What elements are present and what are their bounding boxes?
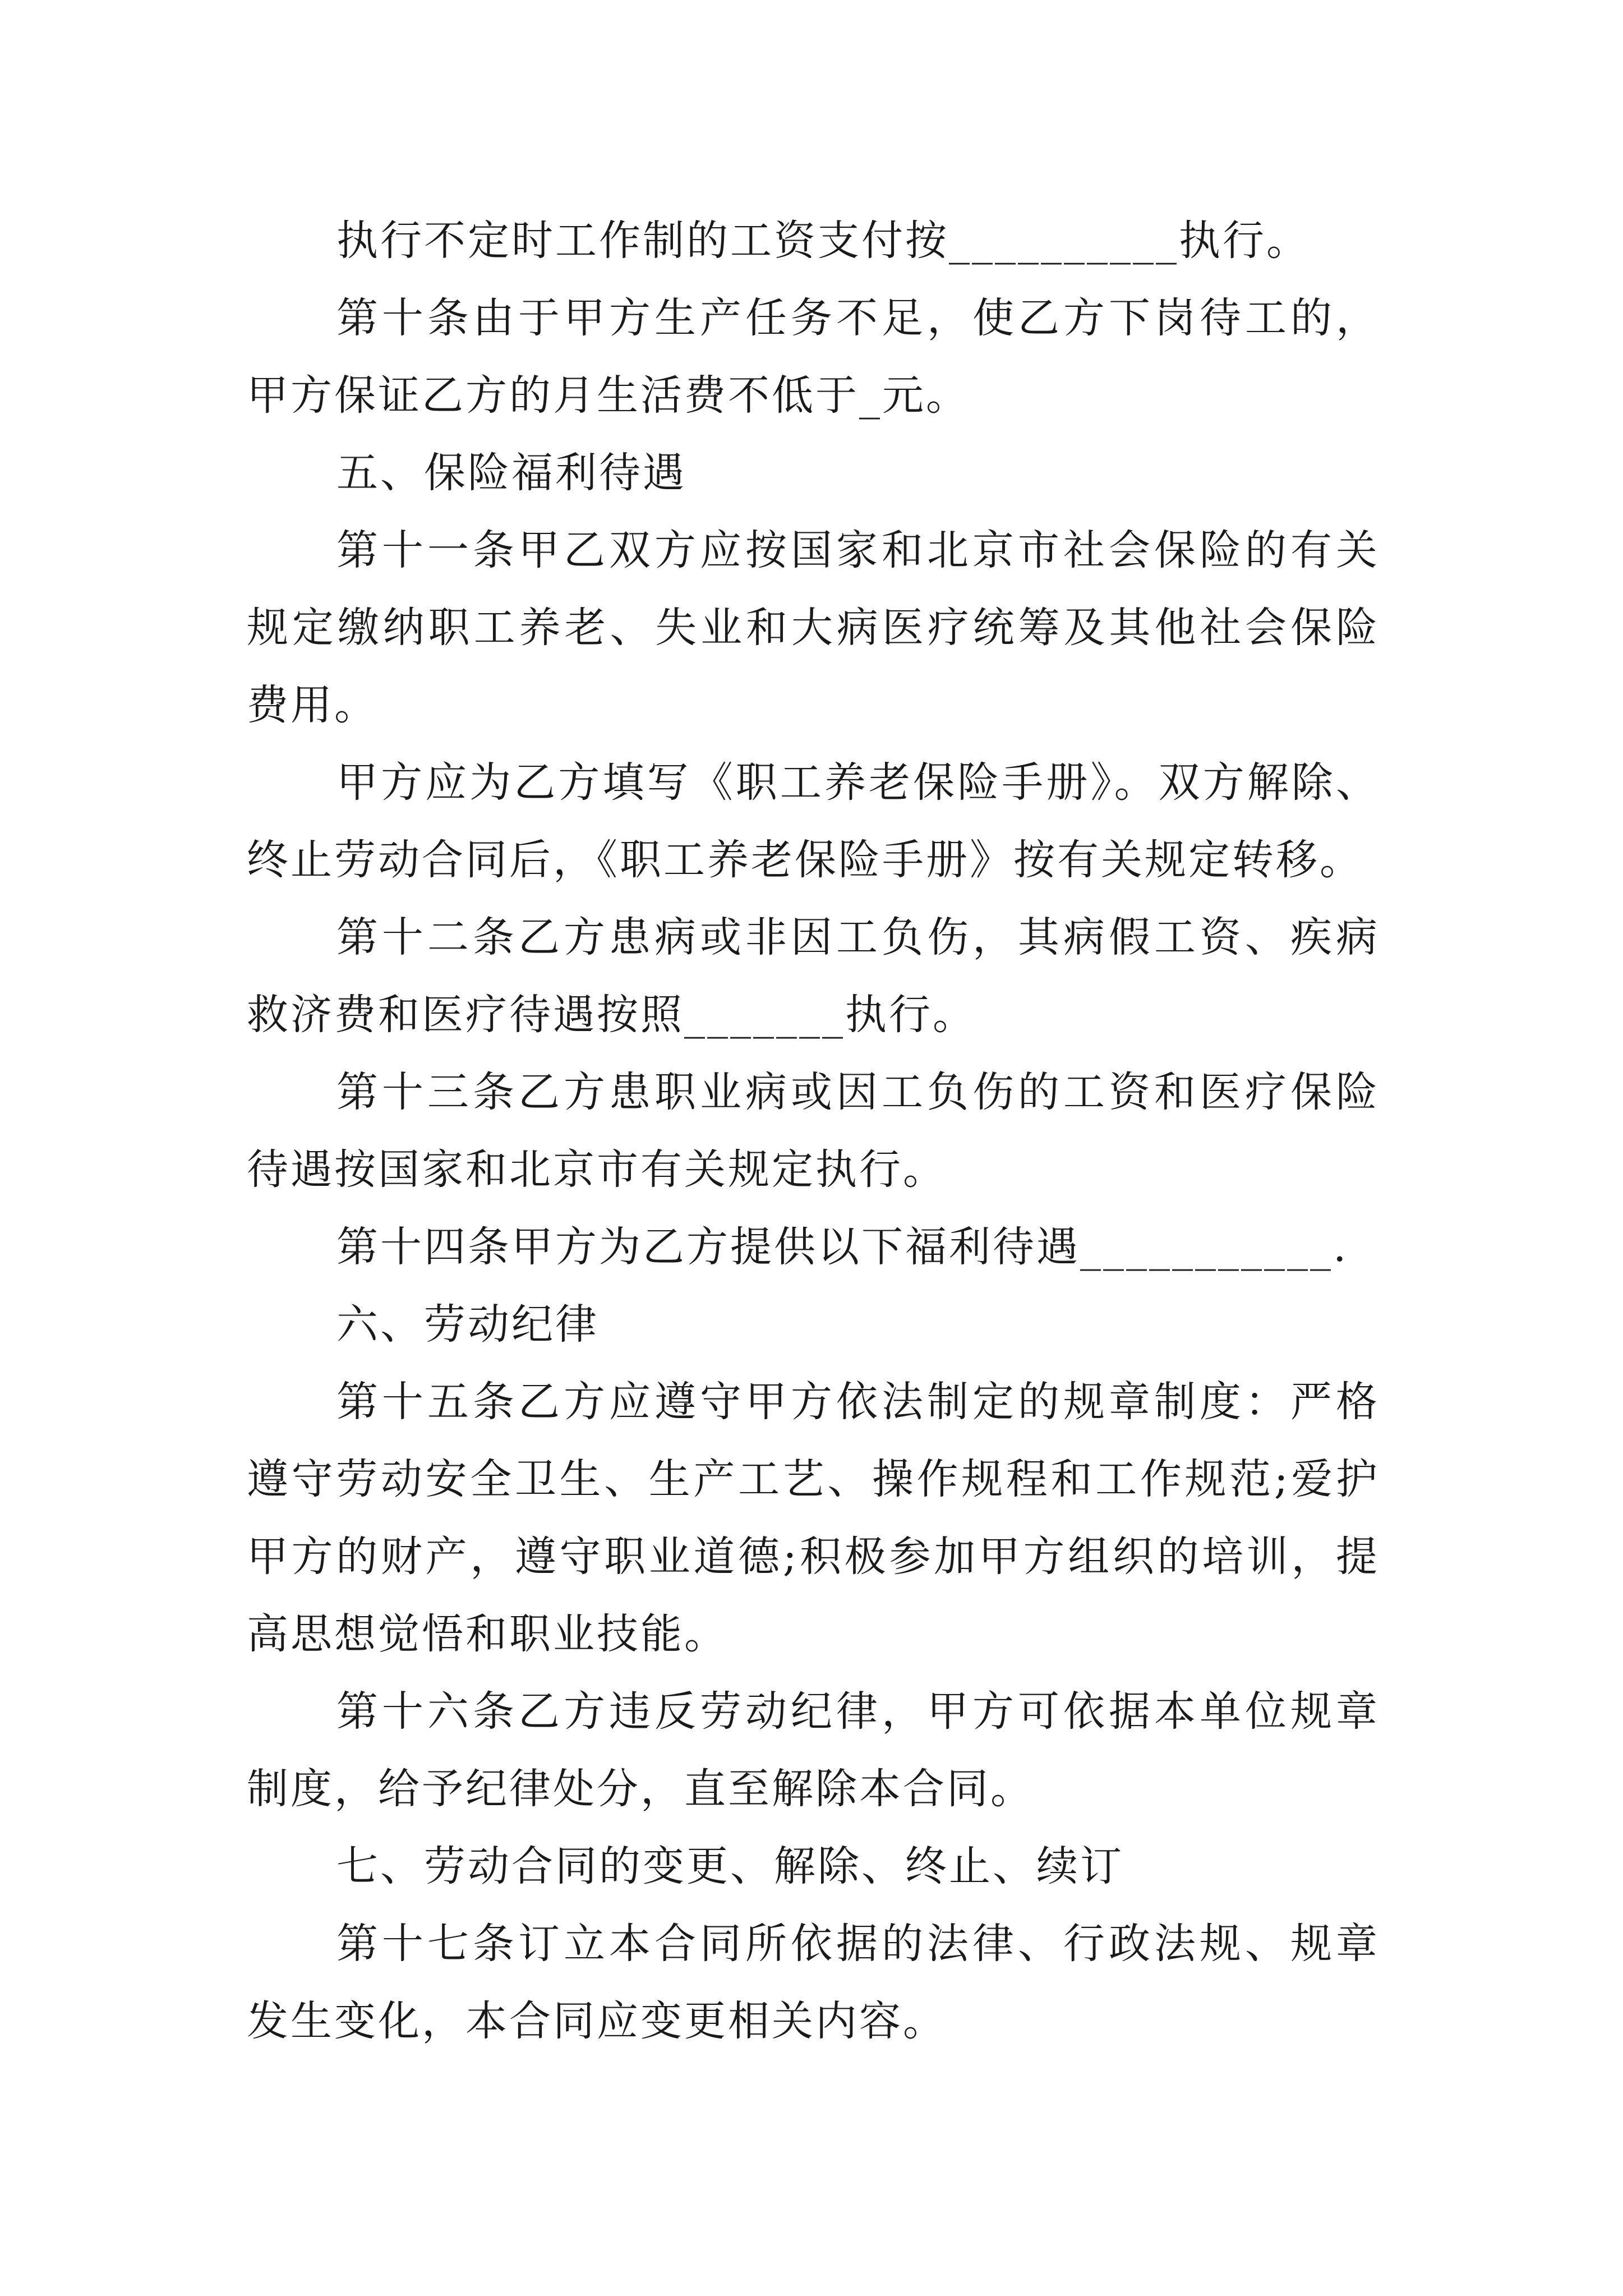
paragraph-article-17: 第十七条订立本合同所依据的法律、行政法规、规章发生变化，本合同应变更相关内容。 — [247, 1920, 1380, 2045]
paragraph-article-15: 第十五条乙方应遵守甲方依法制定的规章制度：严格遵守劳动安全卫生、生产工艺、操作规程和工作规范;爱护甲方的财产，遵守职业道德;积极参加甲方组织的培训，提高思想觉悟和职业技能。 — [247, 1378, 1380, 1658]
paragraph-article-16: 第十六条乙方违反劳动纪律，甲方可依据本单位规章制度，给予纪律处分，直至解除本合同。 — [247, 1687, 1380, 1813]
paragraph-article-11: 第十一条甲乙双方应按国家和北京市社会保险的有关规定缴纳职工养老、失业和大病医疗统筹及其他社会保险费用。 — [247, 526, 1380, 729]
paragraph-irregular-hours-wage: 执行不定时工作制的工资支付按__________执行。 — [336, 217, 1310, 265]
paragraph-article-14: 第十四条甲方为乙方提供以下福利待遇___________. — [336, 1223, 1349, 1271]
section-heading-labor-discipline: 六、劳动纪律 — [336, 1300, 599, 1349]
paragraph-article-13: 第十三条乙方患职业病或因工负伤的工资和医疗保险待遇按国家和北京市有关规定执行。 — [247, 1068, 1380, 1194]
section-heading-contract-changes: 七、劳动合同的变更、解除、终止、续订 — [336, 1842, 1124, 1890]
paragraph-article-10: 第十条由于甲方生产任务不足，使乙方下岗待工的，甲方保证乙方的月生活费不低于_元。 — [247, 294, 1380, 420]
paragraph-article-12: 第十二条乙方患病或非因工负伤，其病假工资、疾病救济费和医疗待遇按照_______执行。 — [247, 913, 1380, 1039]
section-heading-insurance-welfare: 五、保险福利待遇 — [336, 449, 686, 497]
document-body — [247, 202, 1380, 2060]
paragraph-pension-handbook: 甲方应为乙方填写《职工养老保险手册》。双方解除、终止劳动合同后，《职工养老保险手册》按有关规定转移。 — [247, 758, 1380, 884]
